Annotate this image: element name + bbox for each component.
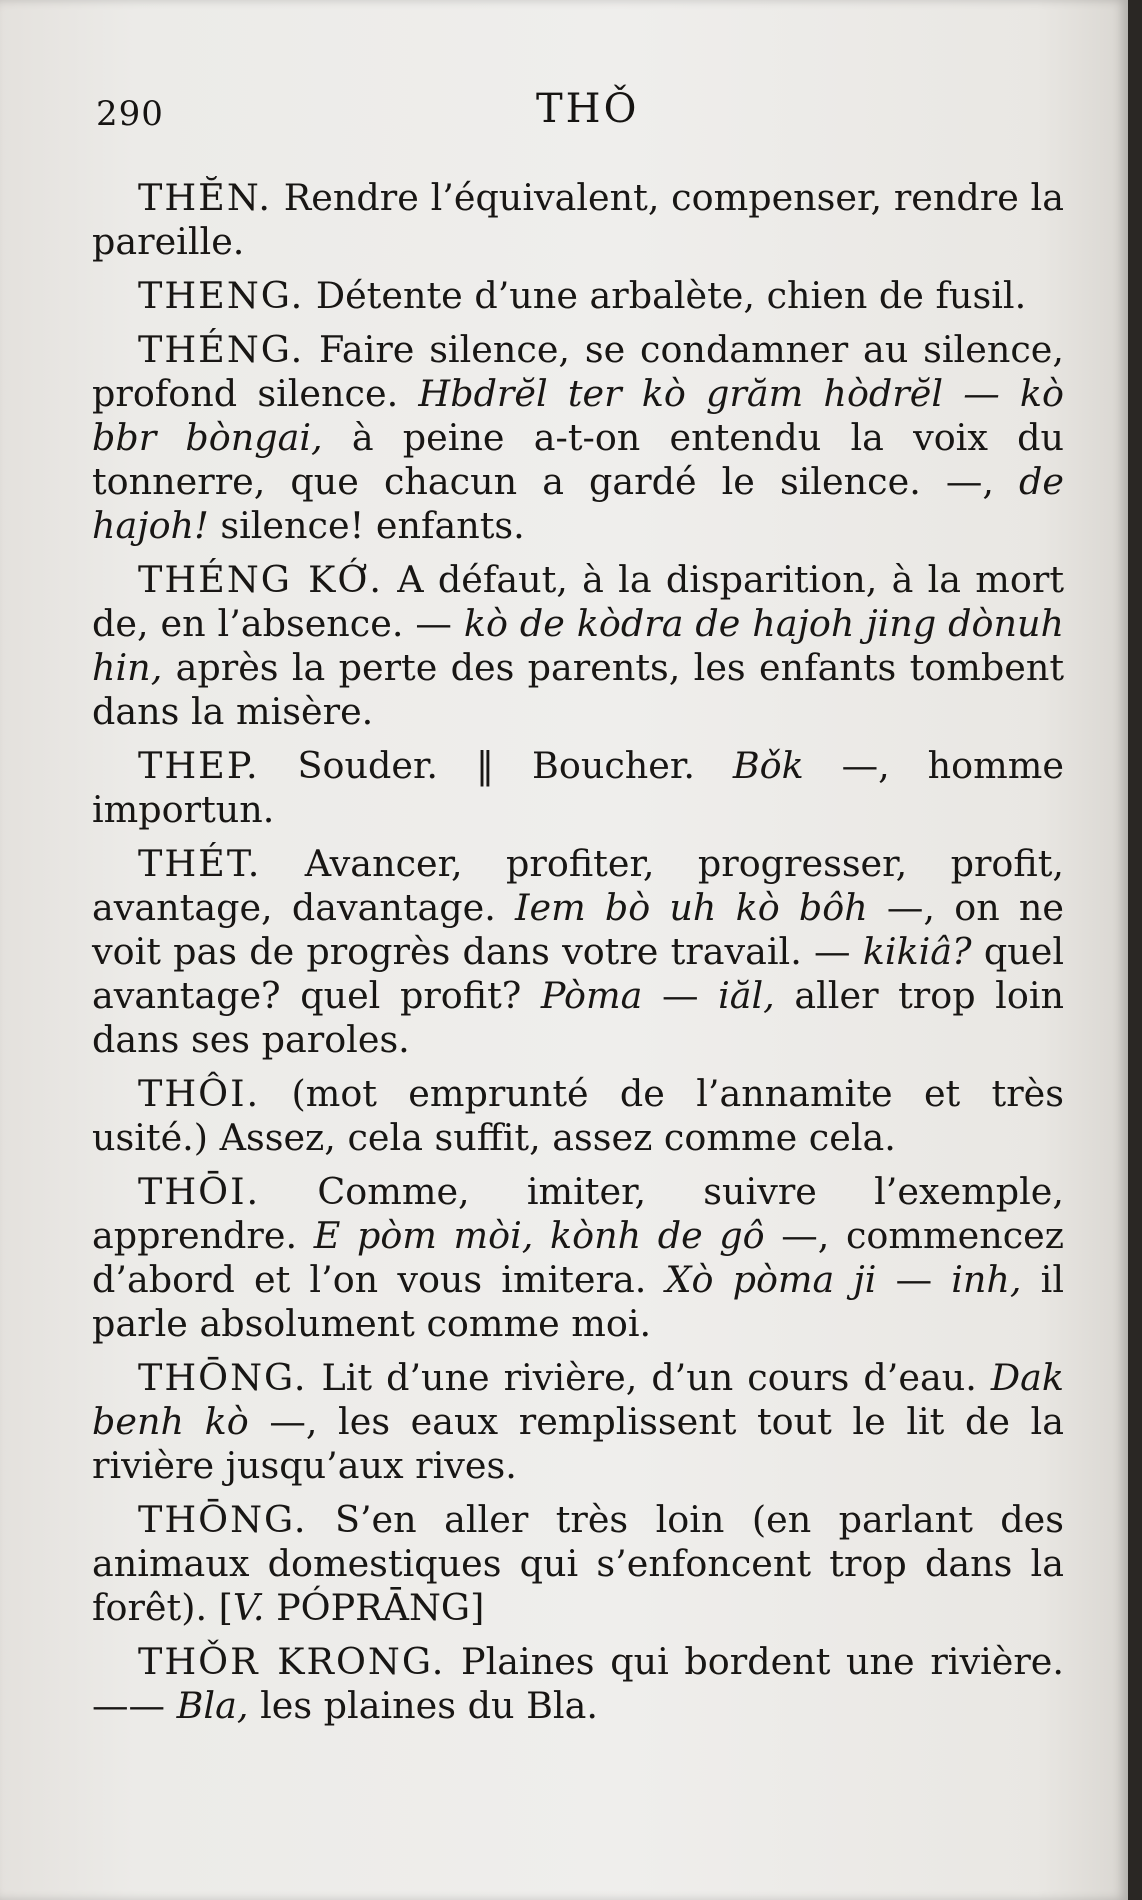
definition-text: Plaines qui bordent une rivière. —— (92, 1640, 1064, 1727)
entry-headword: THÔI. (138, 1072, 261, 1115)
entry-headword: THĔN. (138, 176, 273, 219)
example-text: Xò pòma ji (665, 1258, 877, 1301)
definition-text: Faire silence, se condamner au silence, profond silence. (92, 328, 1064, 415)
definition-text: Détente d’une arbalète, chien de fusil. (304, 274, 1027, 317)
entry-headword: THÉT. (138, 842, 262, 885)
example-text: E pòm mòi, kònh de gô (313, 1214, 765, 1257)
definition-text: —, on ne voit pas de progrès dans votre travail. — (92, 886, 1064, 973)
dictionary-entry (92, 1640, 1064, 1728)
definition-text: (mot emprunté de l’annamite et très usité.) Assez, cela suffit, assez comme cela. (92, 1072, 1064, 1159)
definition-text: il parle absolument comme moi. (92, 1258, 1065, 1345)
example-text: Bǒk (732, 744, 804, 787)
dictionary-entry (92, 274, 1064, 318)
definition-text: Souder. ‖ Boucher. (259, 744, 733, 787)
dictionary-entry (92, 1498, 1064, 1630)
page-header (96, 86, 1068, 146)
definition-text: aller trop loin dans ses paroles. (92, 974, 1065, 1061)
definition-text: Rendre l’équivalent, compenser, rendre la pareille. (92, 176, 1064, 263)
entry-headword: THŌI. (138, 1170, 261, 1213)
example-text: kò de kòdra de hajoh jing dònuh hin, (92, 602, 1064, 689)
dictionary-entry (92, 328, 1064, 548)
running-head: THǑ (536, 86, 640, 132)
definition-text: — (642, 974, 719, 1017)
definition-text: —, homme importun. (92, 744, 1064, 831)
entry-headword: THŌNG. (138, 1498, 308, 1541)
definition-text: à peine a-t-on entendu la voix du tonnerre, que chacun a gardé le silence. —, (92, 416, 1064, 503)
definition-text: PÓPRĀNG] (264, 1586, 485, 1629)
dictionary-entry (92, 744, 1064, 832)
example-text: iăl, (718, 974, 775, 1017)
dictionary-entry (92, 1072, 1064, 1160)
example-text: Pòma (540, 974, 643, 1017)
dictionary-entry (92, 558, 1064, 734)
dictionary-entry (92, 842, 1064, 1062)
example-text: inh, (951, 1258, 1022, 1301)
definition-text: silence! enfants. (208, 504, 525, 547)
entry-headword: THENG. (138, 274, 305, 317)
page-number: 290 (96, 94, 164, 134)
entry-headword: THŌNG. (138, 1356, 308, 1399)
definition-text: les plaines du Bla. (248, 1684, 598, 1727)
definition-text: — (876, 1258, 952, 1301)
dictionary-entry (92, 176, 1064, 264)
dictionary-entries (92, 176, 1064, 1738)
dictionary-entry (92, 1356, 1064, 1488)
entry-headword: THÉNG KỚ. (138, 558, 383, 601)
definition-text: après la perte des parents, les enfants tombent dans la misère. (92, 646, 1064, 733)
entry-headword: THǑR KRONG. (138, 1640, 446, 1683)
example-text: Hbdrĕl ter kò grăm hòdrĕl — kò bbr bòngai, (92, 372, 1064, 459)
example-text: Bla, (176, 1684, 249, 1727)
example-text: kikiâ? (862, 930, 972, 973)
definition-text: S’en aller très loin (en parlant des animaux domestiques qui s’enfoncent trop dans la forêt). [ (92, 1498, 1064, 1629)
definition-text: —, les eaux remplissent tout le lit de la rivière jusqu’aux rives. (92, 1400, 1064, 1487)
entry-headword: THEP. (138, 744, 260, 787)
definition-text: Comme, imiter, suivre l’exemple, apprendre. (92, 1170, 1064, 1257)
definition-text: Lit d’une rivière, d’un cours d’eau. (307, 1356, 991, 1399)
example-text: Dak benh kò (92, 1356, 1064, 1443)
definition-text: Avancer, profiter, progresser, profit, avantage, davantage. (92, 842, 1064, 929)
example-text: V. (232, 1586, 265, 1629)
dictionary-entry (92, 1170, 1064, 1346)
example-text: Iem bò uh kò bôh (515, 886, 868, 929)
definition-text: quel avantage? quel profit? (92, 930, 1064, 1017)
entry-headword: THÉNG. (138, 328, 305, 371)
example-text: de hajoh! (92, 460, 1064, 547)
definition-text: A défaut, à la disparition, à la mort de, en l’absence. — (92, 558, 1065, 645)
definition-text: —, commencez d’abord et l’on vous imitera. (92, 1214, 1064, 1301)
